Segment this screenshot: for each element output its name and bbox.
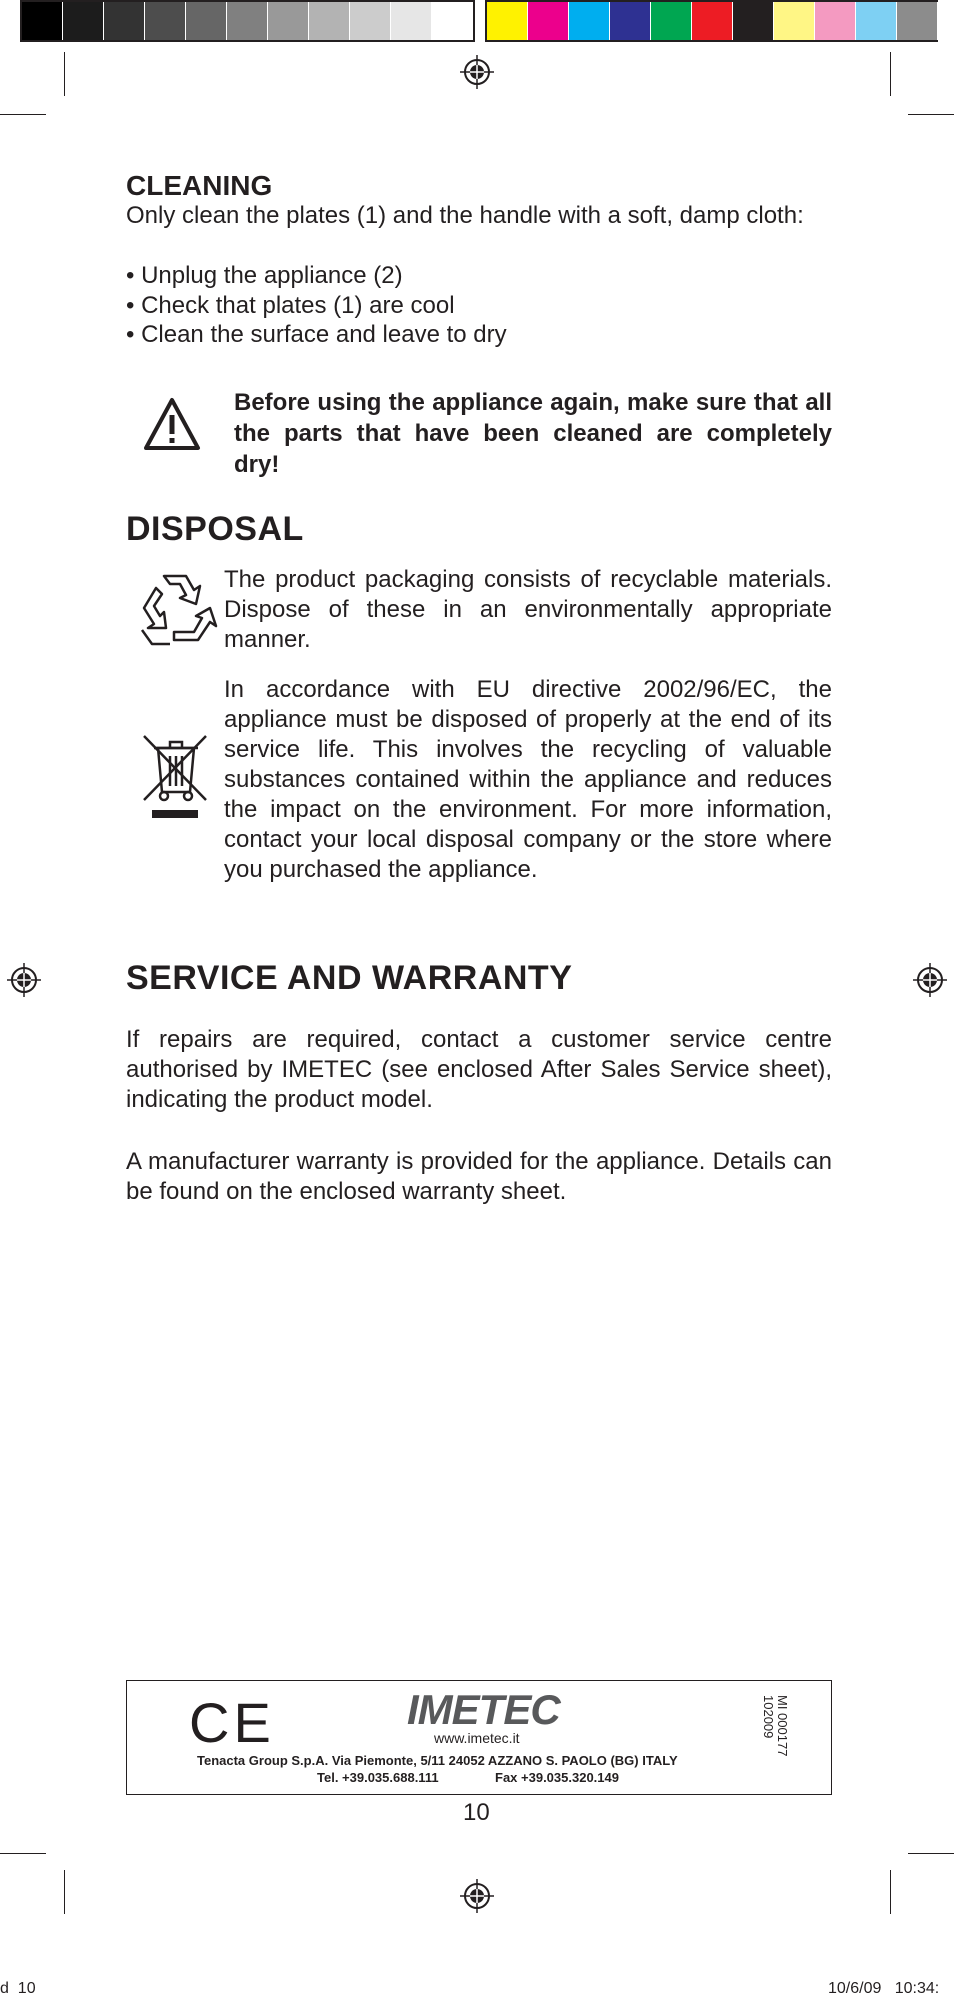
warning-triangle-icon [143,396,201,452]
cleaning-intro: Only clean the plates (1) and the handle with a soft, damp cloth: [126,202,804,229]
crop-mark [908,114,954,115]
service-paragraph: If repairs are required, contact a customer service centre authorised by IMETEC (see enclosed After Sales Service sheet), indicating the product model. [126,1026,832,1113]
website-text: www.imetec.it [434,1730,520,1746]
weee-text: In accordance with EU directive 2002/96/EC, the appliance must be disposed of properly at the end of its service life. This involves the recycling of valuable substances contained within the appliance and reduces the impact on the environment. For more information, contact your local disposal company or the store where you purchased the appliance. [224,676,832,883]
cleaning-heading: CLEANING [126,170,273,201]
slug-right: 10/6/09 10:34: [828,1980,940,1997]
page-number: 10 [463,1799,490,1826]
color-swatch [856,2,897,40]
registration-mark-icon [913,963,947,997]
gray-swatch [186,2,227,40]
fax-text: Fax +39.035.320.149 [495,1770,619,1785]
imetec-logo: IMETEC [407,1686,560,1733]
gray-swatch [104,2,145,40]
color-swatch [774,2,815,40]
gray-swatch [391,2,432,40]
crop-mark [0,114,46,115]
gray-swatch [432,2,473,40]
color-swatch [610,2,651,40]
gray-swatch [145,2,186,40]
document-code [737,1687,827,1777]
packaging-text: The product packaging consists of recyclable materials. Dispose of these in an environmentally appropriate manner. [224,566,832,653]
service-heading: SERVICE AND WARRANTY [126,959,573,997]
color-swatch [815,2,856,40]
crop-mark [890,52,891,96]
crop-mark [64,1870,65,1914]
gray-swatch [63,2,104,40]
address-text: Tenacta Group S.p.A. Via Piemonte, 5/11 24052 AZZANO S. PAOLO (BG) ITALY [197,1753,678,1768]
document-code-line2: 102009 [761,1695,776,1739]
gray-swatch [350,2,391,40]
registration-mark-icon [460,1879,494,1913]
color-swatch [692,2,733,40]
registration-mark-icon [7,963,41,997]
color-swatch [651,2,692,40]
color-swatch [897,2,938,40]
warning-text: Before using the appliance again, make sure that all the parts that have been cleaned are completely dry! [234,389,832,478]
manufacturer-info-box [126,1680,832,1795]
color-swatch [569,2,610,40]
warranty-paragraph: A manufacturer warranty is provided for the appliance. Details can be found on the enclosed warranty sheet. [126,1148,832,1205]
registration-mark-icon [460,55,494,89]
cleaning-bullet: • Unplug the appliance (2) [126,262,403,289]
cleaning-bullet: • Clean the surface and leave to dry [126,321,507,348]
crop-mark [0,1853,46,1854]
cleaning-bullet: • Check that plates (1) are cool [126,292,455,319]
ce-mark: CE [189,1691,275,1754]
slug-left: d 10 [0,1980,36,1997]
crop-mark [908,1853,954,1854]
telephone-text: Tel. +39.035.688.111 [317,1770,439,1785]
recycle-icon [134,568,220,650]
weee-crossed-bin-icon [142,734,210,820]
color-swatch [733,2,774,40]
document-code-line1: MI 000177 [775,1695,790,1757]
color-swatch [528,2,569,40]
color-swatch [487,2,528,40]
gray-swatch [22,2,63,40]
crop-mark [890,1870,891,1914]
gray-swatch [227,2,268,40]
disposal-heading: DISPOSAL [126,510,304,548]
gray-swatch [309,2,350,40]
gray-swatch [268,2,309,40]
crop-mark [64,52,65,96]
